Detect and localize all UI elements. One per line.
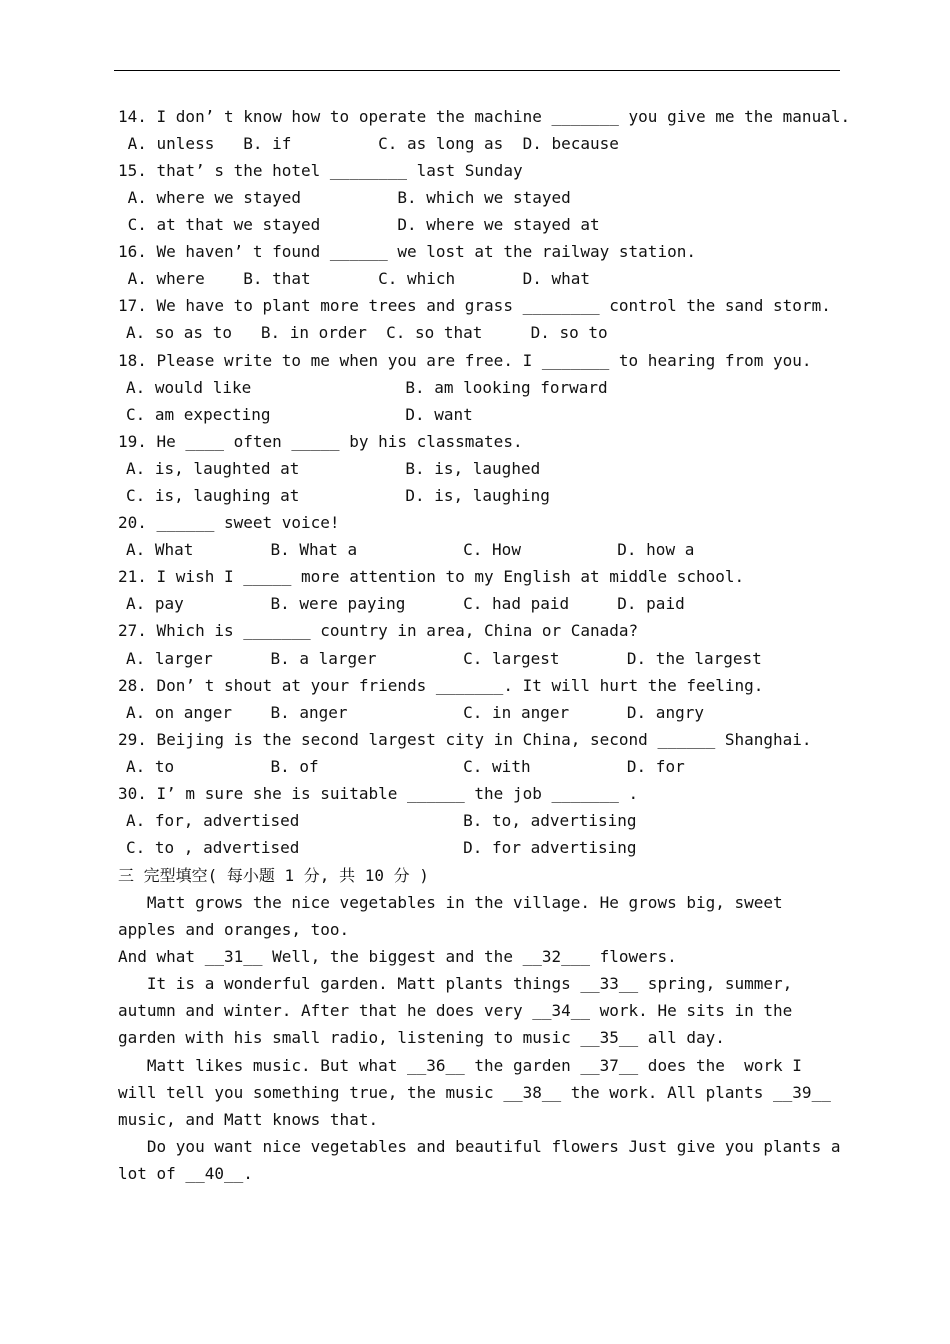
q30-options-cd: C. to , advertised D. for advertising bbox=[126, 838, 637, 857]
q21-stem: 21. I wish I _____ more attention to my English at middle school. bbox=[118, 567, 745, 586]
cloze-line-3: And what __31__ Well, the biggest and the __32___ flowers. bbox=[118, 947, 677, 966]
q16-stem: 16. We haven’ t found ______ we lost at the railway station. bbox=[118, 242, 696, 261]
cloze-line-10: Do you want nice vegetables and beautiful flowers Just give you plants a bbox=[118, 1137, 841, 1156]
header-rule bbox=[114, 70, 840, 71]
q28-stem: 28. Don’ t shout at your friends _______. It will hurt the feeling. bbox=[118, 676, 764, 695]
q30-stem: 30. I’ m sure she is suitable ______ the job _______ . bbox=[118, 784, 639, 803]
cloze-line-2: apples and oranges, too. bbox=[118, 920, 350, 939]
cloze-line-6: garden with his small radio, listening to music __35__ all day. bbox=[118, 1028, 725, 1047]
q15-options-cd: C. at that we stayed D. where we stayed at bbox=[118, 215, 600, 234]
cloze-line-4: It is a wonderful garden. Matt plants things __33__ spring, summer, bbox=[118, 974, 793, 993]
q19-stem: 19. He ____ often _____ by his classmates. bbox=[118, 432, 523, 451]
q29-options: A. to B. of C. with D. for bbox=[126, 757, 685, 776]
q17-options: A. so as to B. in order C. so that D. so to bbox=[126, 323, 608, 342]
q18-stem: 18. Please write to me when you are free. I _______ to hearing from you. bbox=[118, 351, 812, 370]
q19-options-cd: C. is, laughing at D. is, laughing bbox=[126, 486, 550, 505]
q15-options-ab: A. where we stayed B. which we stayed bbox=[118, 188, 571, 207]
q28-options: A. on anger B. anger C. in anger D. angry bbox=[126, 703, 704, 722]
cloze-line-8: will tell you something true, the music __38__ the work. All plants __39__ bbox=[118, 1083, 831, 1102]
q27-options: A. larger B. a larger C. largest D. the largest bbox=[126, 649, 762, 668]
q15-stem: 15. that’ s the hotel ________ last Sunday bbox=[118, 161, 523, 180]
q20-options: A. What B. What a C. How D. how a bbox=[126, 540, 695, 559]
q18-options-cd: C. am expecting D. want bbox=[126, 405, 473, 424]
cloze-line-5: autumn and winter. After that he does very __34__ work. He sits in the bbox=[118, 1001, 793, 1020]
q20-stem: 20. ______ sweet voice! bbox=[118, 513, 340, 532]
cloze-line-1: Matt grows the nice vegetables in the village. He grows big, sweet bbox=[118, 893, 783, 912]
q27-stem: 27. Which is _______ country in area, China or Canada? bbox=[118, 621, 639, 640]
cloze-line-7: Matt likes music. But what __36__ the garden __37__ does the work I bbox=[118, 1056, 802, 1075]
q30-options-ab: A. for, advertised B. to, advertising bbox=[126, 811, 637, 830]
q29-stem: 29. Beijing is the second largest city in China, second ______ Shanghai. bbox=[118, 730, 812, 749]
cloze-line-11: lot of __40__. bbox=[118, 1164, 253, 1183]
q14-options: A. unless B. if C. as long as D. because bbox=[118, 134, 619, 153]
section-heading: 三 完型填空( 每小题 1 分, 共 10 分 ) bbox=[118, 866, 429, 885]
q14-stem: 14. I don’ t know how to operate the machine _______ you give me the manual. bbox=[118, 107, 851, 126]
q17-stem: 17. We have to plant more trees and grass ________ control the sand storm. bbox=[118, 296, 831, 315]
q19-options-ab: A. is, laughted at B. is, laughed bbox=[126, 459, 541, 478]
cloze-line-9: music, and Matt knows that. bbox=[118, 1110, 379, 1129]
q16-options: A. where B. that C. which D. what bbox=[118, 269, 591, 288]
q18-options-ab: A. would like B. am looking forward bbox=[126, 378, 608, 397]
q21-options: A. pay B. were paying C. had paid D. paid bbox=[126, 594, 685, 613]
